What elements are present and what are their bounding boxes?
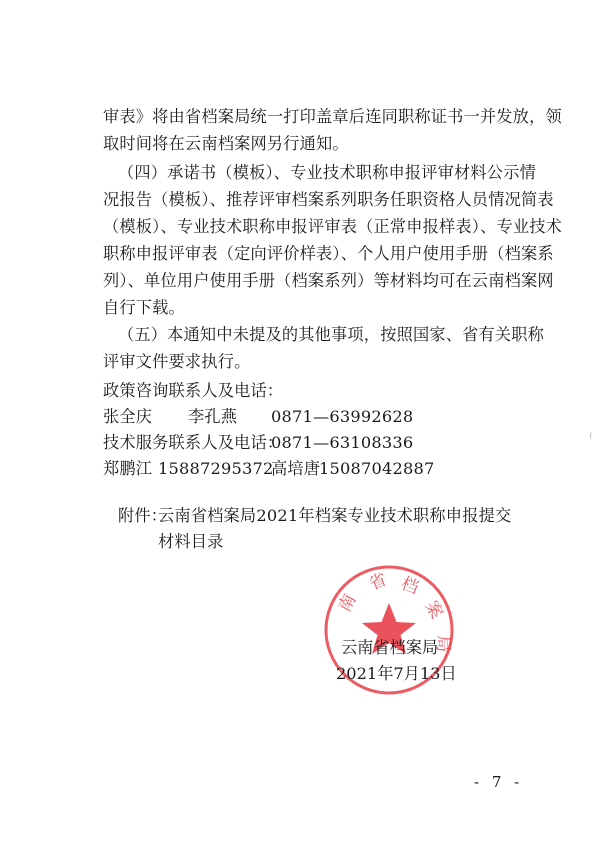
item-four-line: 自行下载。	[103, 298, 185, 317]
page-number: - 7 -	[474, 773, 524, 791]
svg-text:南: 南	[334, 590, 361, 616]
tech-contact-name: 郑鹏江	[103, 459, 153, 478]
policy-contact-phone: 0871—63992628	[271, 407, 414, 426]
tech-contact-phone: 0871—63108336	[271, 433, 414, 452]
tech-contact-name: 高培唐	[271, 459, 321, 478]
paragraph-line: 取时间将在云南档案网另行通知。	[103, 134, 349, 153]
item-four-line: 列）、单位用户使用手册（档案系列）等材料均可在云南档案网	[103, 271, 554, 290]
policy-contact-name: 张全庆	[103, 407, 153, 426]
svg-text:省: 省	[366, 569, 390, 595]
item-four-line: 职称申报评审表（定向评价样表）、个人用户使用手册（档案系	[103, 244, 554, 263]
tech-contact-mobile: 15087042887	[319, 459, 435, 478]
tech-contact-mobile: 15887295372	[158, 459, 274, 478]
signing-date: 2021年7月13日	[336, 664, 457, 683]
item-four-line: 况报告（模板）、推荐评审档案系列职务任职资格人员情况简表	[103, 190, 554, 209]
item-four-line: （四）承诺书（模板）、专业技术职称申报评审材料公示情	[118, 163, 536, 182]
policy-contact-name: 李孔燕	[188, 407, 238, 426]
item-five-line: 评审文件要求执行。	[103, 352, 251, 371]
signing-organization: 云南省档案局	[341, 638, 439, 657]
scan-mark	[590, 432, 594, 439]
svg-text:档: 档	[398, 573, 422, 599]
policy-contact-heading: 政策咨询联系人及电话：	[103, 381, 284, 400]
attachment-label: 附件：	[118, 506, 168, 525]
item-four-line: （模板）、专业技术职称申报评审表（正常申报样表）、专业技术	[103, 217, 563, 236]
paragraph-line: 审表》将由省档案局统一打印盖章后连同职称证书一并发放，领	[103, 107, 562, 126]
item-five-line: （五）本通知中未提及的其他事项，按照国家、省有关职称	[118, 325, 545, 344]
attachment-line: 云南省档案局2021年档案专业技术职称申报提交	[158, 506, 512, 525]
svg-text:案: 案	[420, 597, 447, 623]
attachment-line: 材料目录	[158, 532, 224, 551]
tech-contact-heading: 技术服务联系人及电话：	[103, 433, 284, 452]
svg-text:局: 局	[432, 634, 453, 653]
